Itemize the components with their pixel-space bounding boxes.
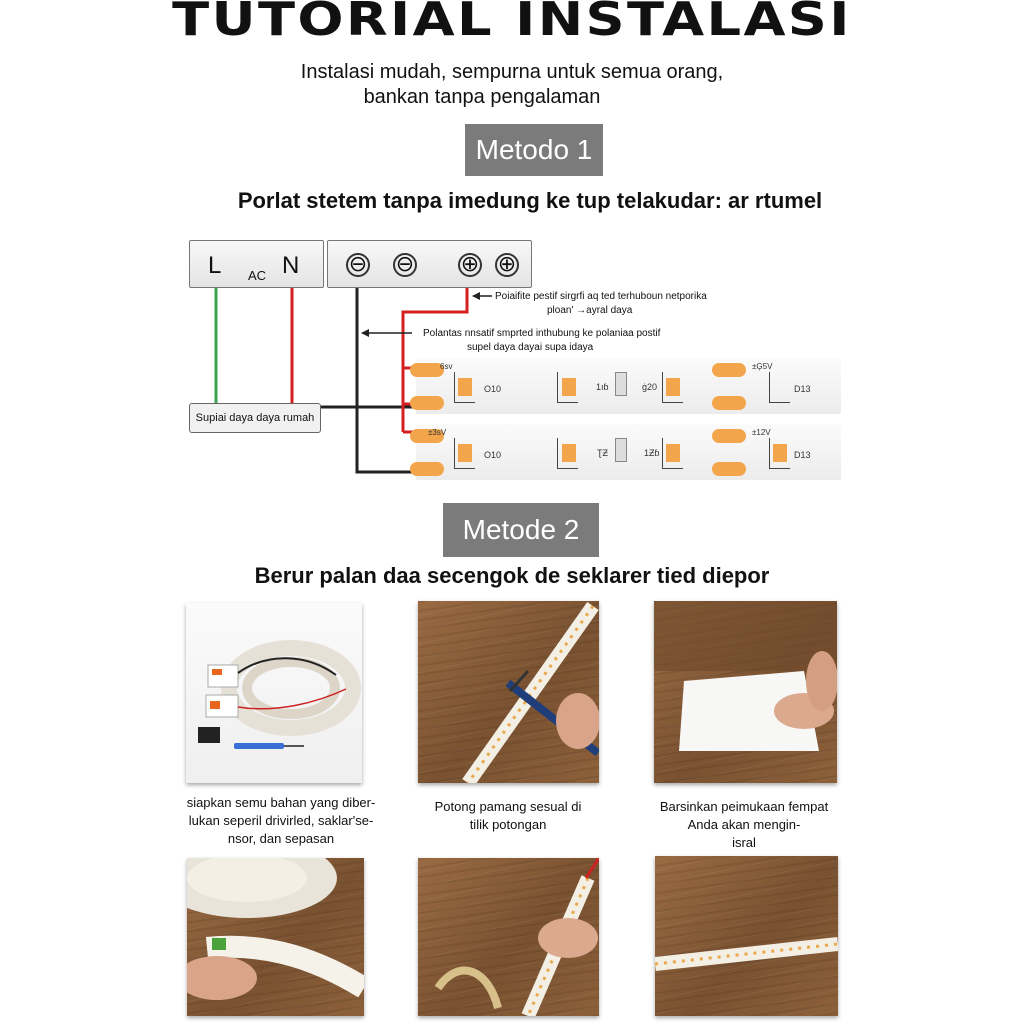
ac-n-label: N bbox=[282, 252, 300, 279]
strip2-led-3 bbox=[666, 444, 680, 462]
caption-kit-line-3: nsor, dan sepasan bbox=[227, 831, 335, 846]
driver-output-box bbox=[327, 240, 532, 288]
page-title: TUTORIAL INSTALASI bbox=[172, 0, 852, 46]
arrow-positive-head bbox=[472, 292, 480, 300]
caption-kit-line-1: siapkan semu bahan yang diber- bbox=[186, 795, 376, 810]
method-2-badge: Metode 2 bbox=[443, 503, 599, 557]
positive-note bbox=[495, 290, 707, 318]
strip2-voltage-right: ±12V bbox=[752, 428, 771, 437]
minus-terminal-icon: ⊖ bbox=[346, 253, 370, 277]
caption-cleaning-line-3: isral bbox=[732, 835, 756, 850]
led-strip-1 bbox=[416, 358, 841, 414]
positive-note-line-2: ploan' →ayral daya bbox=[547, 305, 633, 316]
strip2-voltage-left: ±3sV bbox=[428, 428, 447, 437]
strip2-code-4: D13 bbox=[794, 450, 811, 460]
strip1-resistor bbox=[615, 372, 627, 396]
cutting-illustration bbox=[418, 601, 599, 783]
strip1-led-2 bbox=[562, 378, 576, 396]
negative-note bbox=[423, 327, 660, 355]
strip2-code-2: ƮƵ bbox=[597, 448, 608, 458]
strip1-pad-top-left bbox=[410, 363, 444, 377]
method-1-badge: Metodo 1 bbox=[465, 124, 603, 176]
strip1-code-1: O10 bbox=[484, 384, 502, 394]
caption-cutting-line-1: Potong pamang sesual di bbox=[434, 799, 582, 814]
method-1-heading: Porlat stetem tanpa imedung ke tup telakudar: ar rtumel bbox=[237, 188, 823, 213]
strip2-code-1: O10 bbox=[484, 450, 502, 460]
ac-l-label: L bbox=[208, 252, 222, 279]
photo-peeling-tape bbox=[187, 858, 364, 1016]
strip1-voltage-right: ±Ģ5V bbox=[752, 362, 773, 371]
strip2-led-4 bbox=[773, 444, 787, 462]
photo-cutting-strip bbox=[418, 601, 599, 783]
method-2-heading: Berur palan daa secengok de seklarer tied diepor bbox=[254, 563, 770, 588]
strip1-voltage-left: 6sv bbox=[440, 362, 453, 371]
caption-cutting bbox=[408, 798, 608, 834]
ac-input-box bbox=[189, 240, 324, 288]
minus-terminal-icon-2: ⊖ bbox=[393, 253, 417, 277]
negative-note-line-1: Polantas nnsatif smprted inthubung ke polaniaa postif bbox=[423, 328, 661, 339]
kit-illustration bbox=[186, 603, 362, 783]
strip2-pad-bottom-right bbox=[712, 462, 746, 476]
subtitle-line-1: Instalasi mudah, sempurna untuk semua orang, bbox=[300, 61, 724, 83]
strip1-pad-top-right bbox=[712, 363, 746, 377]
caption-cutting-line-2: tilik potongan bbox=[469, 817, 547, 832]
photo-installed-strip bbox=[655, 856, 838, 1016]
positive-note-line-1: Poiaifite pestif sirgrfi aq ted terhuboun netporika bbox=[495, 291, 707, 302]
strip1-pad-bottom-right bbox=[712, 396, 746, 410]
strip1-led-1 bbox=[458, 378, 472, 396]
strip1-code-4: D13 bbox=[794, 384, 811, 394]
strip1-code-2: 1ıɓ bbox=[596, 382, 609, 392]
caption-kit bbox=[176, 794, 386, 848]
subtitle-line-2: bankan tanpa pengalaman bbox=[363, 86, 601, 108]
negative-note-line-2: supel daya dayai supa idaya bbox=[467, 342, 594, 353]
plus-terminal-icon-2: ⊕ bbox=[495, 253, 519, 277]
strip2-pad-bottom-left bbox=[410, 462, 444, 476]
photo-kit-materials bbox=[186, 603, 362, 783]
strip1-led-3 bbox=[666, 378, 680, 396]
peeling-illustration bbox=[187, 858, 364, 1016]
strip2-led-2 bbox=[562, 444, 576, 462]
plus-terminal-icon: ⊕ bbox=[458, 253, 482, 277]
installed-illustration bbox=[655, 856, 838, 1016]
black-wire-main bbox=[357, 288, 416, 472]
caption-kit-line-2: lukan seperil drivirled, saklar'se- bbox=[188, 813, 374, 828]
strip2-led-1 bbox=[458, 444, 472, 462]
cleaning-illustration bbox=[654, 601, 837, 783]
ac-label: AC bbox=[248, 268, 267, 283]
caption-cleaning bbox=[644, 798, 844, 852]
strip2-pad-top-right bbox=[712, 429, 746, 443]
strip1-segment-4 bbox=[769, 372, 790, 403]
photo-applying-strip bbox=[418, 858, 599, 1016]
strip1-code-3: ġ20 bbox=[642, 382, 658, 392]
applying-illustration bbox=[418, 858, 599, 1016]
arrow-negative-head bbox=[361, 329, 369, 337]
photo-cleaning-surface bbox=[654, 601, 837, 783]
caption-cleaning-line-1: Barsinkan peimukaan fempat bbox=[659, 799, 829, 814]
strip2-resistor bbox=[615, 438, 627, 462]
home-power-supply-label: Supiai daya daya rumah bbox=[189, 403, 321, 433]
caption-cleaning-line-2: Anda akan mengin- bbox=[687, 817, 801, 832]
led-strip-2 bbox=[416, 424, 841, 480]
strip1-pad-bottom-left bbox=[410, 396, 444, 410]
strip2-code-3: 1Ƶɓ bbox=[644, 448, 660, 458]
